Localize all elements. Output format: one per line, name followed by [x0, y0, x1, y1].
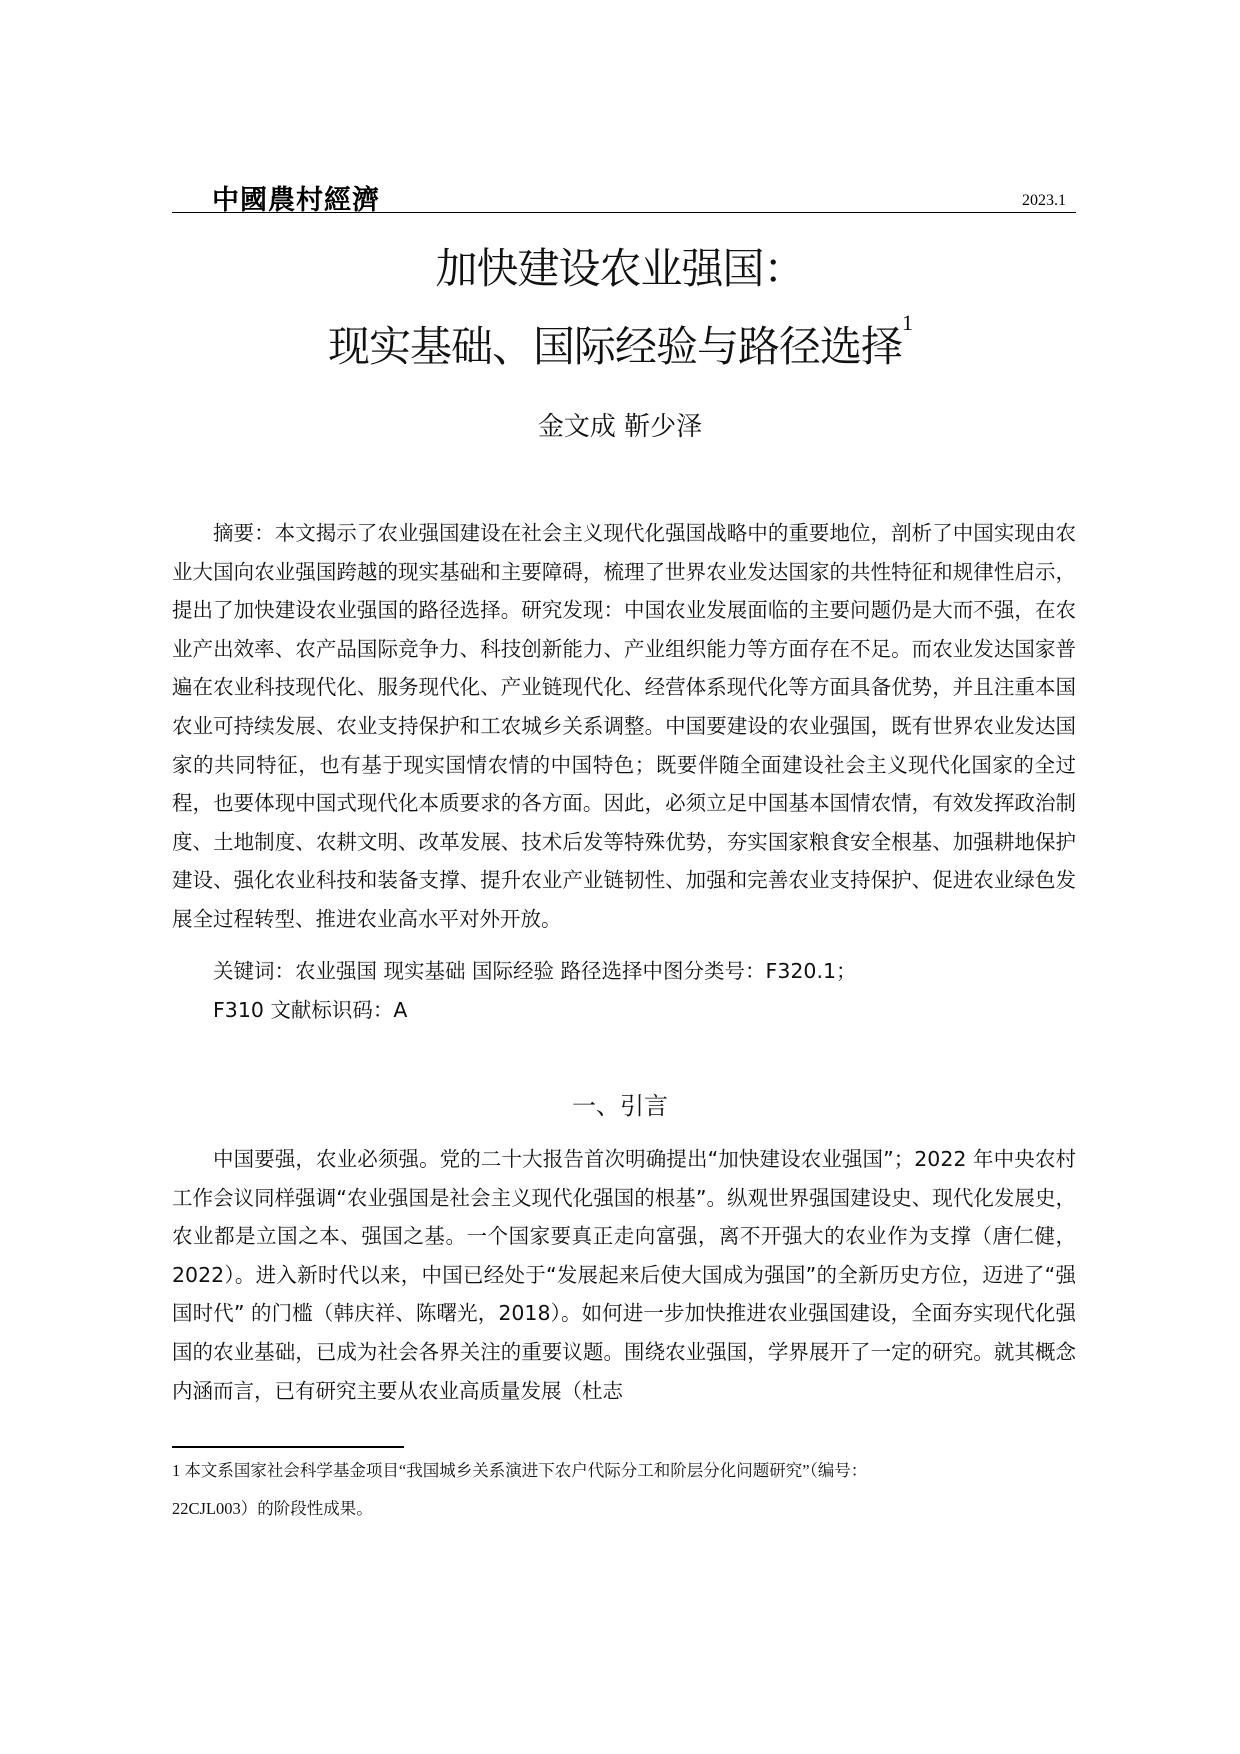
page-header: [172, 172, 1076, 216]
title-footnote-mark: 1: [902, 310, 912, 335]
article-title-line2: [0, 310, 1240, 374]
introduction-paragraph: 中国要强，农业必须强。党的二十大报告首次明确提出“加快建设农业强国”；2022 年中央农村工作会议同样强调“农业强国是社会主义现代化强国的根基”。纵观世界强国建设史、现代化发展史，农业都是立国之本、强国之基。一个国家要真正走向富强，离不开强大的农业作为支撑（唐仁健，2022）。进入新时代以来，中国已经处于“发展起来后使大国成为强国”的全新历史方位，迈进了“强国时代” 的门槛（韩庆祥、陈曙光，2018）。如何进一步加快推进农业强国建设，全面夯实现代化强国的农业基础，已成为社会各界关注的重要议题。围绕农业强国，学界展开了一定的研究。就其概念内涵而言，已有研究主要从农业高质量发展（杜志: [172, 1147, 1076, 1403]
issue-number: 2023.1: [1022, 192, 1066, 209]
article-title-line2-text: 现实基础、国际经验与路径选择: [327, 322, 902, 371]
keywords-block: [172, 952, 1076, 1029]
article-title-line1: 加快建设农业强国：: [435, 244, 805, 293]
keywords-line: 关键词：农业强国 现实基础 国际经验 路径选择中图分类号：F320.1；: [213, 959, 857, 983]
footnote-line1: 1 本文系国家社会科学基金项目“我国城乡关系演进下农户代际分工和阶层分化问题研究”（编号：: [172, 1461, 868, 1480]
abstract: [172, 514, 1076, 939]
journal-logo: 中國農村經濟: [212, 185, 380, 216]
abstract-text: 摘要：本文揭示了农业强国建设在社会主义现代化强国战略中的重要地位，剖析了中国实现由农业大国向农业强国跨越的现实基础和主要障碍，梳理了世界农业发达国家的共性特征和规律性启示，提出了加快建设农业强国的路径选择。研究发现：中国农业发展面临的主要问题仍是大而不强，在农业产出效率、农产品国际竞争力、科技创新能力、产业组织能力等方面存在不足。而农业发达国家普遍在农业科技现代化、服务现代化、产业链现代化、经营体系现代化等方面具备优势，并且注重本国农业可持续发展、农业支持保护和工农城乡关系调整。中国要建设的农业强国，既有世界农业发达国家的共同特征，也有基于现实国情农情的中国特色；既要伴随全面建设社会主义现代化国家的全过程，也要体现中国式现代化本质要求的各方面。因此，必须立足中国基本国情农情，有效发挥政治制度、土地制度、农耕文明、改革发展、技术后发等特殊优势，夯实国家粮食安全根基、加强耕地保护建设、强化农业科技和装备支撑、提升农业产业链韧性、加强和完善农业支持保护、促进农业绿色发展全过程转型、推进农业高水平对外开放。: [172, 521, 1076, 931]
classification-line: F310 文献标识码：A: [213, 997, 408, 1022]
footnote-divider: [172, 1446, 404, 1448]
footnote: [172, 1452, 1076, 1528]
authors: 金文成 靳少泽: [537, 412, 703, 442]
introduction: [172, 1140, 1076, 1410]
section-heading: 一、引言: [572, 1092, 668, 1120]
footnote-line2: 22CJL003）的阶段性成果。: [172, 1499, 373, 1518]
